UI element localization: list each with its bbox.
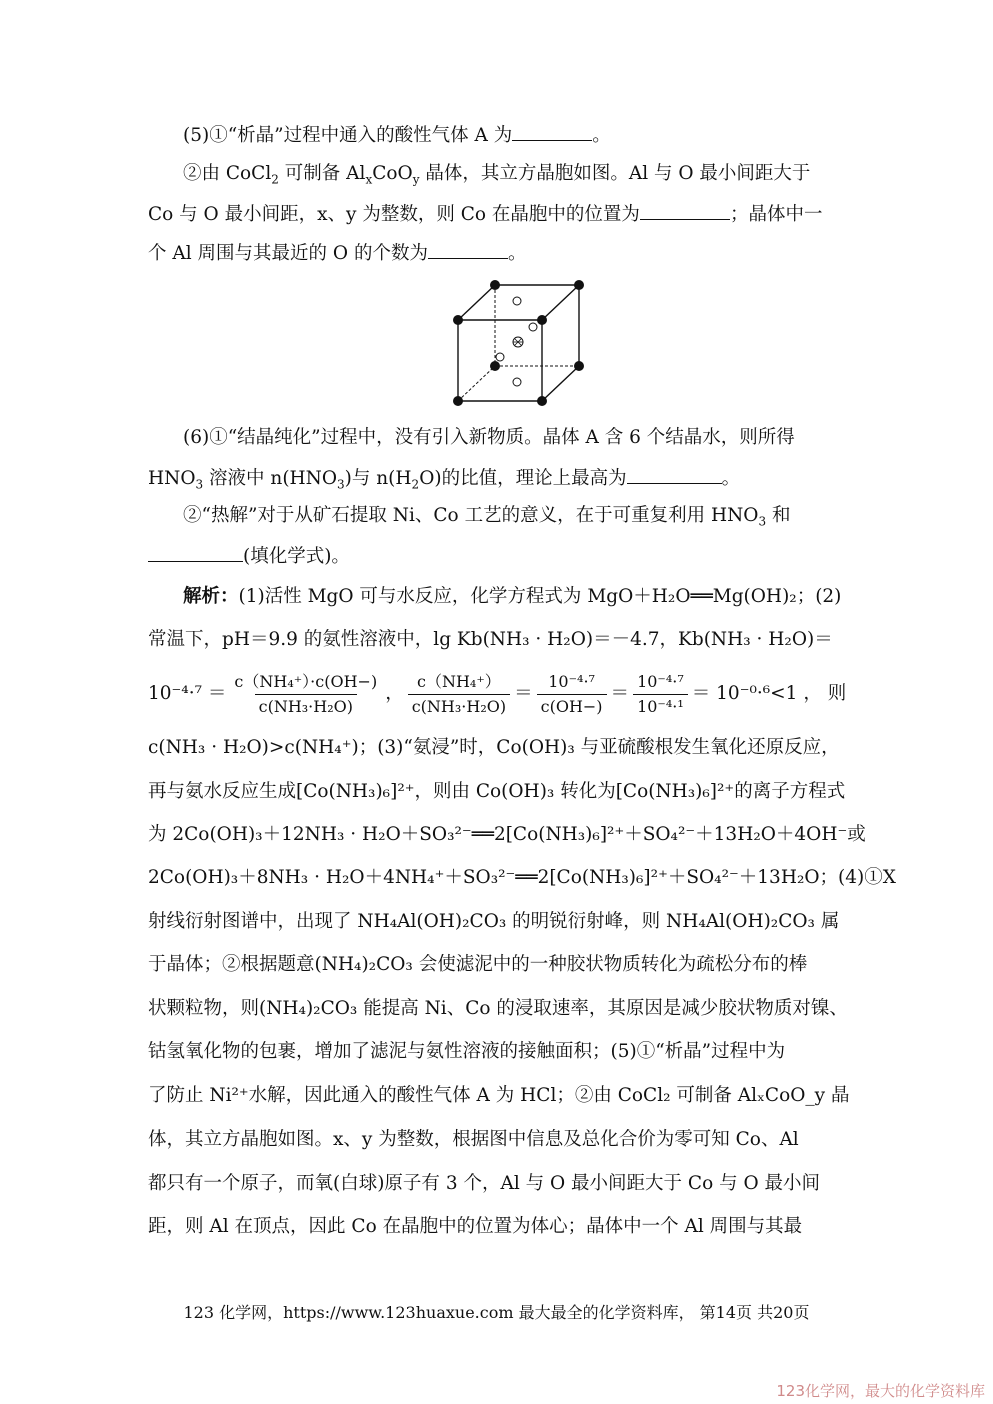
analysis-line-11	[148, 1040, 848, 1064]
subscript: 2	[271, 172, 279, 187]
answer-blank-formula[interactable]	[148, 543, 243, 562]
subscript: x	[365, 172, 373, 187]
oxygen-atom	[496, 353, 504, 361]
q5-text: 个 Al 周围与其最近的 O 的个数为	[148, 243, 428, 264]
analysis-text: 距，则 Al 在顶点，因此 Co 在晶胞中的位置为体心；晶体中一个 Al 周围与其最	[148, 1216, 803, 1237]
q5-text: 晶体，其立方晶胞如图。Al 与 O 最小间距大于	[419, 163, 811, 184]
analysis-text: (1)活性 MgO 可与水反应，化学方程式为 MgO＋H₂O══Mg(OH)₂；(2)	[238, 586, 842, 607]
analysis-text: 状颗粒物，则(NH₄)₂CO₃ 能提高 Ni、Co 的浸取速率，其原因是减少胶状物质对镍、	[148, 998, 848, 1019]
q6-text: )与 n(H	[344, 468, 412, 489]
q6-line-2	[148, 465, 848, 491]
analysis-text: c(NH₃ · H₂O)>c(NH₄⁺)；(3)“氨浸”时，Co(OH)₃ 与亚硫酸根发生氧化还原反应，	[148, 737, 840, 758]
q6-text: O)的比值，理论上最高为	[419, 468, 627, 489]
analysis-text: ＝	[610, 683, 630, 704]
fraction-numerator: c（NH₄⁺）·c(OH−)	[234, 671, 378, 691]
analysis-text: 为 2Co(OH)₃＋12NH₃ · H₂O＋SO₃²⁻══2[Co(NH₃)₆]²⁺＋SO₄²⁻＋13H₂O＋4OH⁻或	[148, 824, 866, 845]
analysis-text: 于晶体；②根据题意(NH₄)₂CO₃ 会使滤泥中的一种胶状物质转化为疏松分布的棒	[148, 954, 808, 975]
analysis-text: 10⁻⁴·⁷ ＝	[148, 683, 227, 704]
analysis-text: ＝ 10⁻⁰·⁶<1 ， 则	[691, 683, 847, 704]
fraction-ratio	[408, 672, 510, 717]
analysis-text: 再与氨水反应生成[Co(NH₃)₆]²⁺，则由 Co(OH)₃ 转化为[Co(NH₃)₆]²⁺的离子方程式	[148, 781, 846, 802]
answer-blank-co-position[interactable]	[640, 201, 730, 220]
fraction-numerator: c（NH₄⁺）	[417, 671, 501, 691]
q6-text: HNO	[148, 468, 196, 489]
analysis-line-6	[148, 823, 866, 847]
fraction-denominator: 10⁻⁴·¹	[633, 694, 688, 717]
analysis-line-8	[148, 910, 848, 934]
analysis-line-12	[148, 1084, 848, 1108]
subscript: 3	[195, 477, 204, 492]
analysis-line-14	[148, 1172, 848, 1196]
q5-line-2	[183, 162, 848, 186]
analysis-label: 解析：	[183, 586, 239, 607]
analysis-line-2	[148, 628, 848, 652]
q5-line-4	[148, 240, 848, 266]
q5-text: ②由 CoCl	[183, 163, 272, 184]
analysis-text: 体，其立方晶胞如图。x、y 为整数，根据图中信息及总化合价为零可知 Co、Al	[148, 1129, 799, 1150]
corner-atom	[574, 280, 584, 290]
analysis-line-15	[148, 1215, 848, 1239]
corner-atom	[453, 396, 463, 406]
watermark: 123化学网，最大的化学资料库	[776, 1382, 985, 1400]
q6-line-3	[183, 504, 848, 528]
analysis-line-9	[148, 953, 848, 977]
fraction-numerator: 10⁻⁴·⁷	[637, 671, 684, 691]
analysis-line-5	[148, 780, 848, 804]
oxygen-atom	[513, 297, 521, 305]
analysis-text: 钴氢氧化物的包裹，增加了滤泥与氨性溶液的接触面积；(5)①“析晶”过程中为	[148, 1041, 786, 1062]
q5-punct: 。	[507, 243, 527, 264]
analysis-text: 了防止 Ni²⁺水解，因此通入的酸性气体 A 为 HCl；②由 CoCl₂ 可制备 AlₓCoO_y 晶	[148, 1085, 850, 1106]
q6-line-1	[183, 426, 848, 450]
oxygen-atom	[513, 378, 521, 386]
fraction-powers	[633, 672, 688, 717]
q6-punct: 。	[721, 468, 741, 489]
q6-line-4	[148, 543, 848, 569]
analysis-line-3	[148, 666, 848, 722]
analysis-text: 射线衍射图谱中，出现了 NH₄Al(OH)₂CO₃ 的明锐衍射峰，则 NH₄Al(OH)₂CO₃ 属	[148, 911, 840, 932]
q6-text: (6)①“结晶纯化”过程中，没有引入新物质。晶体 A 含 6 个结晶水，则所得	[183, 427, 795, 448]
subscript: y	[412, 172, 420, 187]
answer-blank-gas-a[interactable]	[512, 122, 592, 141]
analysis-text: ＝	[514, 683, 533, 704]
analysis-text: 都只有一个原子，而氧(白球)原子有 3 个，Al 与 O 最小间距大于 Co 与 O 最小间	[148, 1173, 821, 1194]
q6-text: 和	[766, 505, 791, 526]
subscript: 2	[411, 477, 420, 492]
fraction-denominator: c(NH₃·H₂O)	[408, 694, 510, 717]
analysis-line-7	[148, 866, 896, 890]
q6-text: ②“热解”对于从矿石提取 Ni、Co 工艺的意义，在于可重复利用 HNO	[183, 505, 759, 526]
analysis-text: 2Co(OH)₃＋8NH₃ · H₂O＋4NH₄⁺＋SO₃²⁻══2[Co(NH₃)₆]²⁺＋SO₄²⁻＋13H₂O；(4)①X	[148, 867, 896, 888]
analysis-line-4	[148, 736, 848, 760]
corner-atom	[574, 361, 584, 371]
fraction-kb	[230, 672, 381, 717]
answer-blank-ratio[interactable]	[627, 465, 722, 484]
subscript: 3	[337, 477, 345, 492]
crystal-cell-diagram	[445, 275, 595, 410]
q5-text: CoO	[372, 163, 413, 184]
analysis-line-13	[148, 1128, 848, 1152]
q5-text: (5)①“析晶”过程中通入的酸性气体 A 为	[183, 125, 513, 146]
corner-atom	[537, 315, 547, 325]
q5-punct: 。	[592, 125, 611, 146]
corner-atom	[453, 315, 463, 325]
fraction-kb-oh	[537, 672, 607, 717]
answer-blank-o-count[interactable]	[428, 240, 508, 259]
fraction-numerator: 10⁻⁴·⁷	[548, 671, 595, 691]
corner-atom	[490, 361, 500, 371]
subscript: 3	[758, 514, 767, 529]
q5-line-1	[183, 122, 848, 148]
q6-text: 溶液中 n(HNO	[203, 468, 338, 489]
corner-atom	[490, 280, 500, 290]
page-footer: 123 化学网，https://www.123huaxue.com 最大最全的化学资料库， 第14页 共20页	[183, 1303, 810, 1322]
fraction-denominator: c(NH₃·H₂O)	[255, 694, 357, 717]
q5-text: Co 与 O 最小间距，x、y 为整数，则 Co 在晶胞中的位置为	[148, 204, 640, 225]
q5-line-3	[148, 201, 848, 227]
analysis-line-1	[183, 585, 848, 609]
corner-atom	[537, 396, 547, 406]
fraction-denominator: c(OH−)	[537, 694, 607, 717]
analysis-text: ，	[385, 683, 404, 704]
analysis-text: 常温下，pH＝9.9 的氨性溶液中，lg Kb(NH₃ · H₂O)＝－4.7，Kb(NH₃ · H₂O)＝	[148, 629, 833, 650]
q5-text: 可制备 Al	[278, 163, 366, 184]
analysis-line-10	[148, 997, 848, 1021]
oxygen-atom	[529, 323, 537, 331]
q6-text: (填化学式)。	[243, 546, 350, 567]
q5-text: ；晶体中一	[729, 204, 823, 225]
